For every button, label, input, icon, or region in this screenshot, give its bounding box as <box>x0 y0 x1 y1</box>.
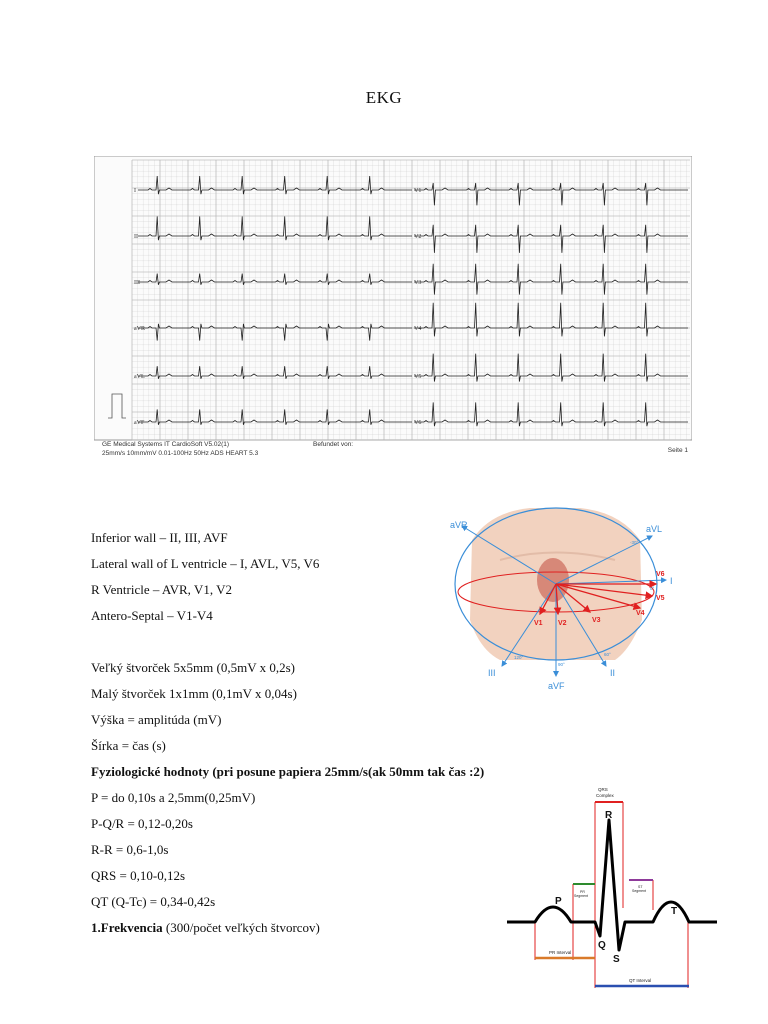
label-avr: aVR <box>450 520 468 530</box>
lead-label: V2 <box>414 234 422 240</box>
page-title: EKG <box>365 88 403 107</box>
note-big-square: Veľký štvorček 5x5mm (0,5mV x 0,2s) <box>91 660 295 675</box>
pqrst-svg <box>505 780 727 992</box>
note-pq-interval: P-Q/R = 0,12-0,20s <box>91 816 193 831</box>
note-rr-interval: R-R = 0,6-1,0s <box>91 842 169 857</box>
lead-label: aVF <box>134 420 145 426</box>
frequency-label: 1.Frekvencia <box>91 920 163 935</box>
lead-label: II <box>134 234 138 240</box>
label-deg-0: 0° <box>650 586 655 591</box>
lead-label: V6 <box>414 420 422 426</box>
note-lateral-wall: Lateral wall of L ventricle – I, AVL, V5, V6 <box>91 556 320 571</box>
note-qrs: QRS = 0,10-0,12s <box>91 868 186 883</box>
label-t: T <box>671 906 678 917</box>
label-st-segment: ST <box>638 885 643 889</box>
label-avf: aVF <box>548 681 565 691</box>
label-avl: aVL <box>646 524 663 534</box>
label-st-segment-2: Segment <box>632 889 647 893</box>
heart-axis-svg <box>430 500 680 692</box>
lead-label: V4 <box>414 326 422 332</box>
label-v3: V3 <box>592 617 601 624</box>
note-small-square: Malý štvorček 1x1mm (0,1mV x 0,04s) <box>91 686 297 701</box>
label-s: S <box>613 954 620 965</box>
ekg-strip-image <box>94 156 692 462</box>
heart-axis-figure <box>430 500 680 692</box>
frequency-text: (300/počet veľkých štvorcov) <box>162 920 320 935</box>
label-v6: V6 <box>656 571 665 578</box>
label-v1: V1 <box>534 620 543 627</box>
lead-label: V1 <box>414 188 422 194</box>
label-qrs: QRS <box>598 787 608 792</box>
pqrst-trace <box>507 820 717 950</box>
lead-label: aVR <box>134 326 145 332</box>
lead-label: V3 <box>414 280 422 286</box>
note-width: Šírka = čas (s) <box>91 738 166 753</box>
ekg-footer-settings: 25mm/s 10mm/mV 0.01-100Hz 50Hz ADS HEART 5.3 <box>102 450 259 457</box>
label-qt-interval: QT Interval <box>629 978 652 983</box>
label-v4: V4 <box>636 610 645 617</box>
ekg-footer-reviewed: Befundet von: <box>313 441 354 448</box>
label-v2: V2 <box>558 620 567 627</box>
label-r: R <box>605 810 613 821</box>
label-pr-segment-2: Segment <box>574 894 589 898</box>
lead-label: V5 <box>414 374 422 380</box>
ekg-chart <box>94 156 692 462</box>
ekg-footer-device: GE Medical Systems IT CardioSoft V5.02(1) <box>102 441 230 448</box>
note-antero-septal: Antero-Septal – V1-V4 <box>91 608 213 623</box>
label-pr-interval: PR Interval <box>549 950 572 955</box>
label-p: P <box>555 896 562 907</box>
lead-label: I <box>134 188 136 194</box>
label-pr-segment: PR <box>580 890 585 894</box>
label-v5: V5 <box>656 595 665 602</box>
label-lead-i: I <box>670 576 673 586</box>
note-physiological-heading: Fyziologické hodnoty (pri posune papiera 25mm/s(ak 50mm tak čas :2) <box>91 764 485 779</box>
ekg-footer-page: Seite 1 <box>667 447 688 454</box>
note-frequency <box>91 920 320 936</box>
label-deg-90: 90° <box>558 662 565 667</box>
lead-label: aVL <box>134 374 145 380</box>
note-p-wave: P = do 0,10s a 2,5mm(0,25mV) <box>91 790 256 805</box>
note-r-ventricle: R Ventricle – AVR, V1, V2 <box>91 582 232 597</box>
label-ii: II <box>610 668 616 678</box>
label-deg-minus30: -30° <box>630 540 639 545</box>
label-complex: Complex <box>596 793 614 798</box>
label-deg-60: 60° <box>604 652 611 657</box>
label-iii: III <box>488 668 496 678</box>
pqrst-wave-figure <box>505 780 727 992</box>
label-q: Q <box>598 940 606 951</box>
ekg-footer <box>102 440 692 458</box>
lead-label: III <box>134 280 140 286</box>
note-height: Výška = amplitúda (mV) <box>91 712 222 727</box>
note-inferior-wall: Inferior wall – II, III, AVF <box>91 530 228 545</box>
note-qt: QT (Q-Tc) = 0,34-0,42s <box>91 894 216 909</box>
label-deg-120: 120° <box>514 655 524 660</box>
